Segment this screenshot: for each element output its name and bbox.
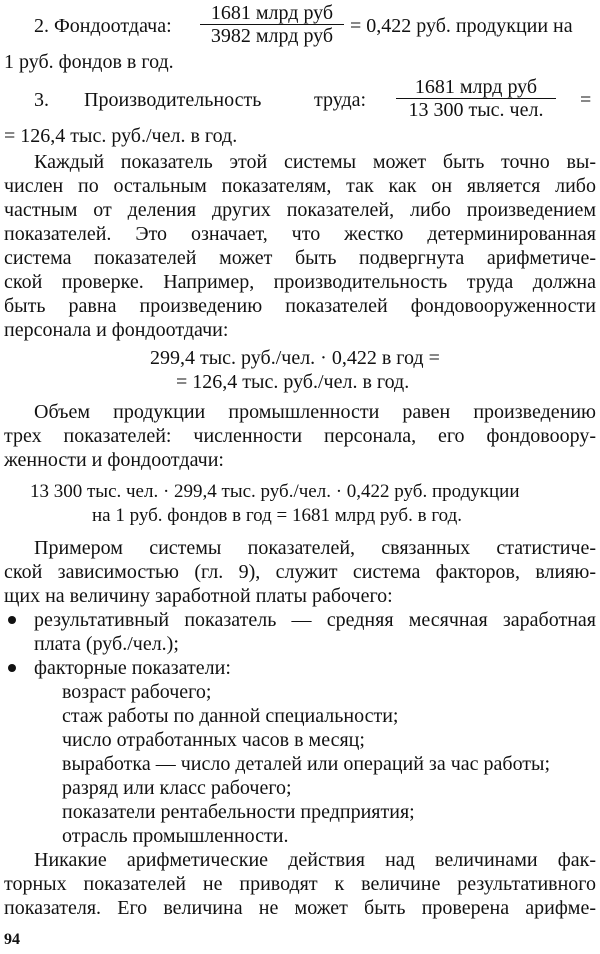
paragraph1-line: частным от деления других показателей, либо произведением	[4, 199, 596, 221]
equation2-line: 13 300 тыс. чел. · 299,4 тыс. руб./чел. · 0,422 руб. продукции	[30, 481, 520, 502]
bullet-icon	[8, 664, 16, 672]
paragraph1-line: ской проверке. Например, производительность труда должна	[4, 271, 596, 293]
formula-proizvoditelnost-continuation: = 126,4 тыс. руб./чел. в год.	[4, 125, 238, 147]
formula-proizvoditelnost-word1: Производительность	[84, 89, 262, 111]
equation1-line: = 126,4 тыс. руб./чел. в год.	[176, 371, 410, 393]
paragraph1-line: система показателей может быть подвергнута арифметиче-	[4, 247, 596, 269]
formula-proizvoditelnost-fraction	[396, 76, 556, 121]
equation1-line: 299,4 тыс. руб./чел. · 0,422 в год =	[150, 347, 440, 369]
equation2-line: на 1 руб. фондов в год = 1681 млрд руб. в год.	[92, 505, 463, 526]
formula-fondootdacha-result: = 0,422 руб. продукции на	[350, 15, 573, 37]
factor-item: разряд или класс рабочего;	[62, 777, 292, 799]
paragraph4-line: показателя. Его величина не может быть проверена арифме-	[4, 897, 596, 919]
factor-item: отрасль промышленности.	[62, 825, 289, 847]
paragraph4-line: Никакие арифметические действия над величинами фак-	[34, 849, 596, 871]
paragraph1-line: Каждый показатель этой системы может быть точно вы-	[34, 151, 596, 173]
factor-item: стаж работы по данной специальности;	[62, 705, 399, 727]
paragraph3-line: Примером системы показателей, связанных статистиче-	[34, 537, 596, 559]
factor-item: возраст рабочего;	[62, 681, 212, 703]
paragraph1-line: персонала и фондоотдачи:	[4, 319, 229, 341]
bullet1-line: плата (руб./чел.);	[34, 633, 179, 655]
paragraph4-line: торных показателей не приводят к величине результативного	[4, 873, 596, 895]
factor-item: показатели рентабельности предприятия;	[62, 801, 415, 823]
formula-proizvoditelnost-word2: труда:	[314, 89, 367, 111]
formula-fondootdacha-fraction	[200, 2, 344, 47]
paragraph3-line: ской зависимостью (гл. 9), служит система факторов, влияю-	[4, 561, 596, 583]
paragraph1-line: показателей. Это означает, что жестко детерминированная	[4, 223, 596, 245]
bullet1-line: результативный показатель — средняя месячная заработная	[34, 609, 596, 631]
paragraph1-line: быть равна произведению показателей фондовооруженности	[4, 295, 596, 317]
paragraph1-line: числен по остальным показателям, так как он является либо	[4, 175, 596, 197]
fraction-denominator: 3982 млрд руб	[210, 25, 334, 47]
formula-proizvoditelnost-number: 3.	[34, 89, 49, 111]
factor-item: выработка — число деталей или операций за час работы;	[62, 753, 551, 775]
paragraph2-line: Объем продукции промышленности равен произведению	[34, 401, 596, 423]
bullet-icon	[8, 616, 16, 624]
formula-fondootdacha-continuation: 1 руб. фондов в год.	[4, 51, 174, 73]
page-number: 94	[4, 931, 20, 948]
fraction-denominator: 13 300 тыс. чел.	[408, 99, 544, 121]
paragraph2-line: женности и фондоотдачи:	[4, 449, 224, 471]
bullet2-text: факторные показатели:	[34, 657, 231, 679]
fraction-numerator: 1681 млрд руб	[396, 76, 556, 99]
paragraph2-line: трех показателей: численности персонала, его фондовоору-	[4, 425, 596, 447]
formula-proizvoditelnost-equals: =	[580, 89, 592, 111]
formula-fondootdacha-label: 2. Фондоотдача:	[34, 15, 172, 37]
fraction-numerator: 1681 млрд руб	[200, 2, 344, 25]
factor-item: число отработанных часов в месяц;	[62, 729, 365, 751]
paragraph3-line: щих на величину заработной платы рабочего:	[4, 585, 393, 607]
